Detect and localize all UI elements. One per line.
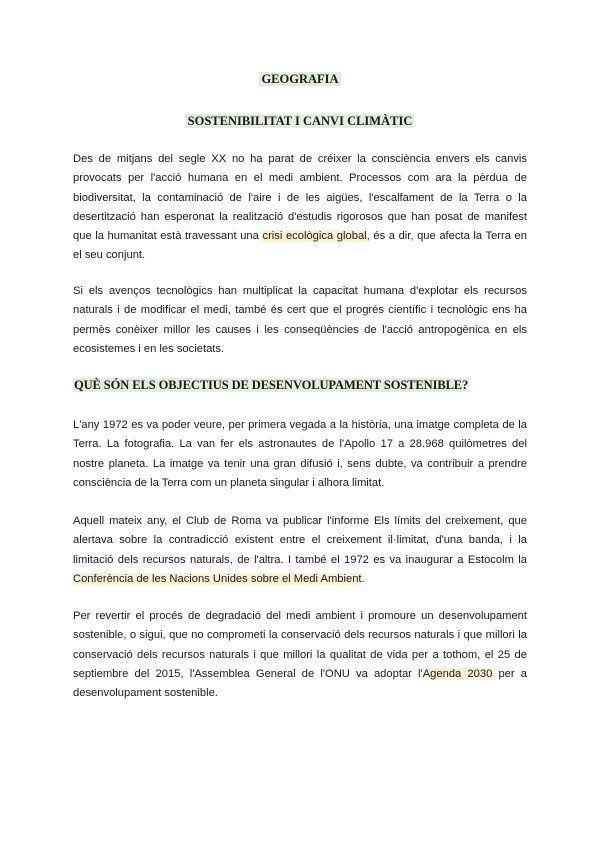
highlight-conferencia: Conferència de les Nacions Unides sobre el Medi Ambient [73,572,362,585]
paragraph-2: Si els avenços tecnològics han multiplicat la capacitat humana d'explotar els recursos naturals i de modificar el medi, també és cert que el progrés científic i tecnològic ens ha permès conèixer millor les causes i les conseqüències de l'acció antropogènica en els ecosistemes i en les societats. [73,285,527,355]
highlight-crisi-ecologica: crisi ecològica global [262,230,367,243]
paragraph-3: L'any 1972 es va poder veure, per primera vegada a la història, una imatge completa de la Terra. La fotografia. La van fer els astronautes de l'Apollo 17 a 28.968 quilòmetres del nostre planeta. La imatge va tenir una gran difusió i, sens dubte, va contribuir a prendre consciència de la Terra com un planeta singular i alhora limitat. [73,419,527,489]
section-heading: QUÈ SÓN ELS OBJECTIUS DE DESENVOLUPAMENT SOSTENIBLE? [74,378,469,392]
paragraph-1: Des de mitjans del segle XX no ha parat de créixer la consciència envers els canvis provocats per l'acció humana en el medi ambient. Processos com ara la pèrdua de biodiversitat, la contaminació de l'aire i de les aigües, l'escalfament de la Terra o la desertització han esperonat la realització d'estudis rigorosos que han posat de manifest que la humanitat està travessant una crisi ecològica global, és a dir, que afecta la Terra en el seu conjunt. [73,153,528,262]
paragraph-4: Aquell mateix any, el Club de Roma va publicar l'informe Els límits del creixement, que alertava sobre la contradicció existent entre el creixement il·limitat, d'una banda, i la limitació dels recursos naturals, de l'altra. I també el 1972 es va inaugurar a Estocolm la Conferència de les Nacions Unides sobre el Medi Ambient. [73,515,527,585]
highlight-agenda-2030: Agenda 2030 [422,667,493,680]
document-subtitle: SOSTENIBILITAT I CANVI CLIMÀTIC [187,114,413,128]
paragraph-5: Per revertir el procés de degradació del medi ambient i promoure un desenvolupament sostenible, o sigui, que no comprometi la conservació dels recursos naturals i que millori la conservació dels recursos naturals i que millori la qualitat de vida per a tothom, el 25 de septiembre del 2015, l'Assemblea General de l'ONU va adoptar l'Agenda 2030 per a desenvolupament sostenible. [73,610,527,700]
document-title: GEOGRAFIA [261,72,339,86]
